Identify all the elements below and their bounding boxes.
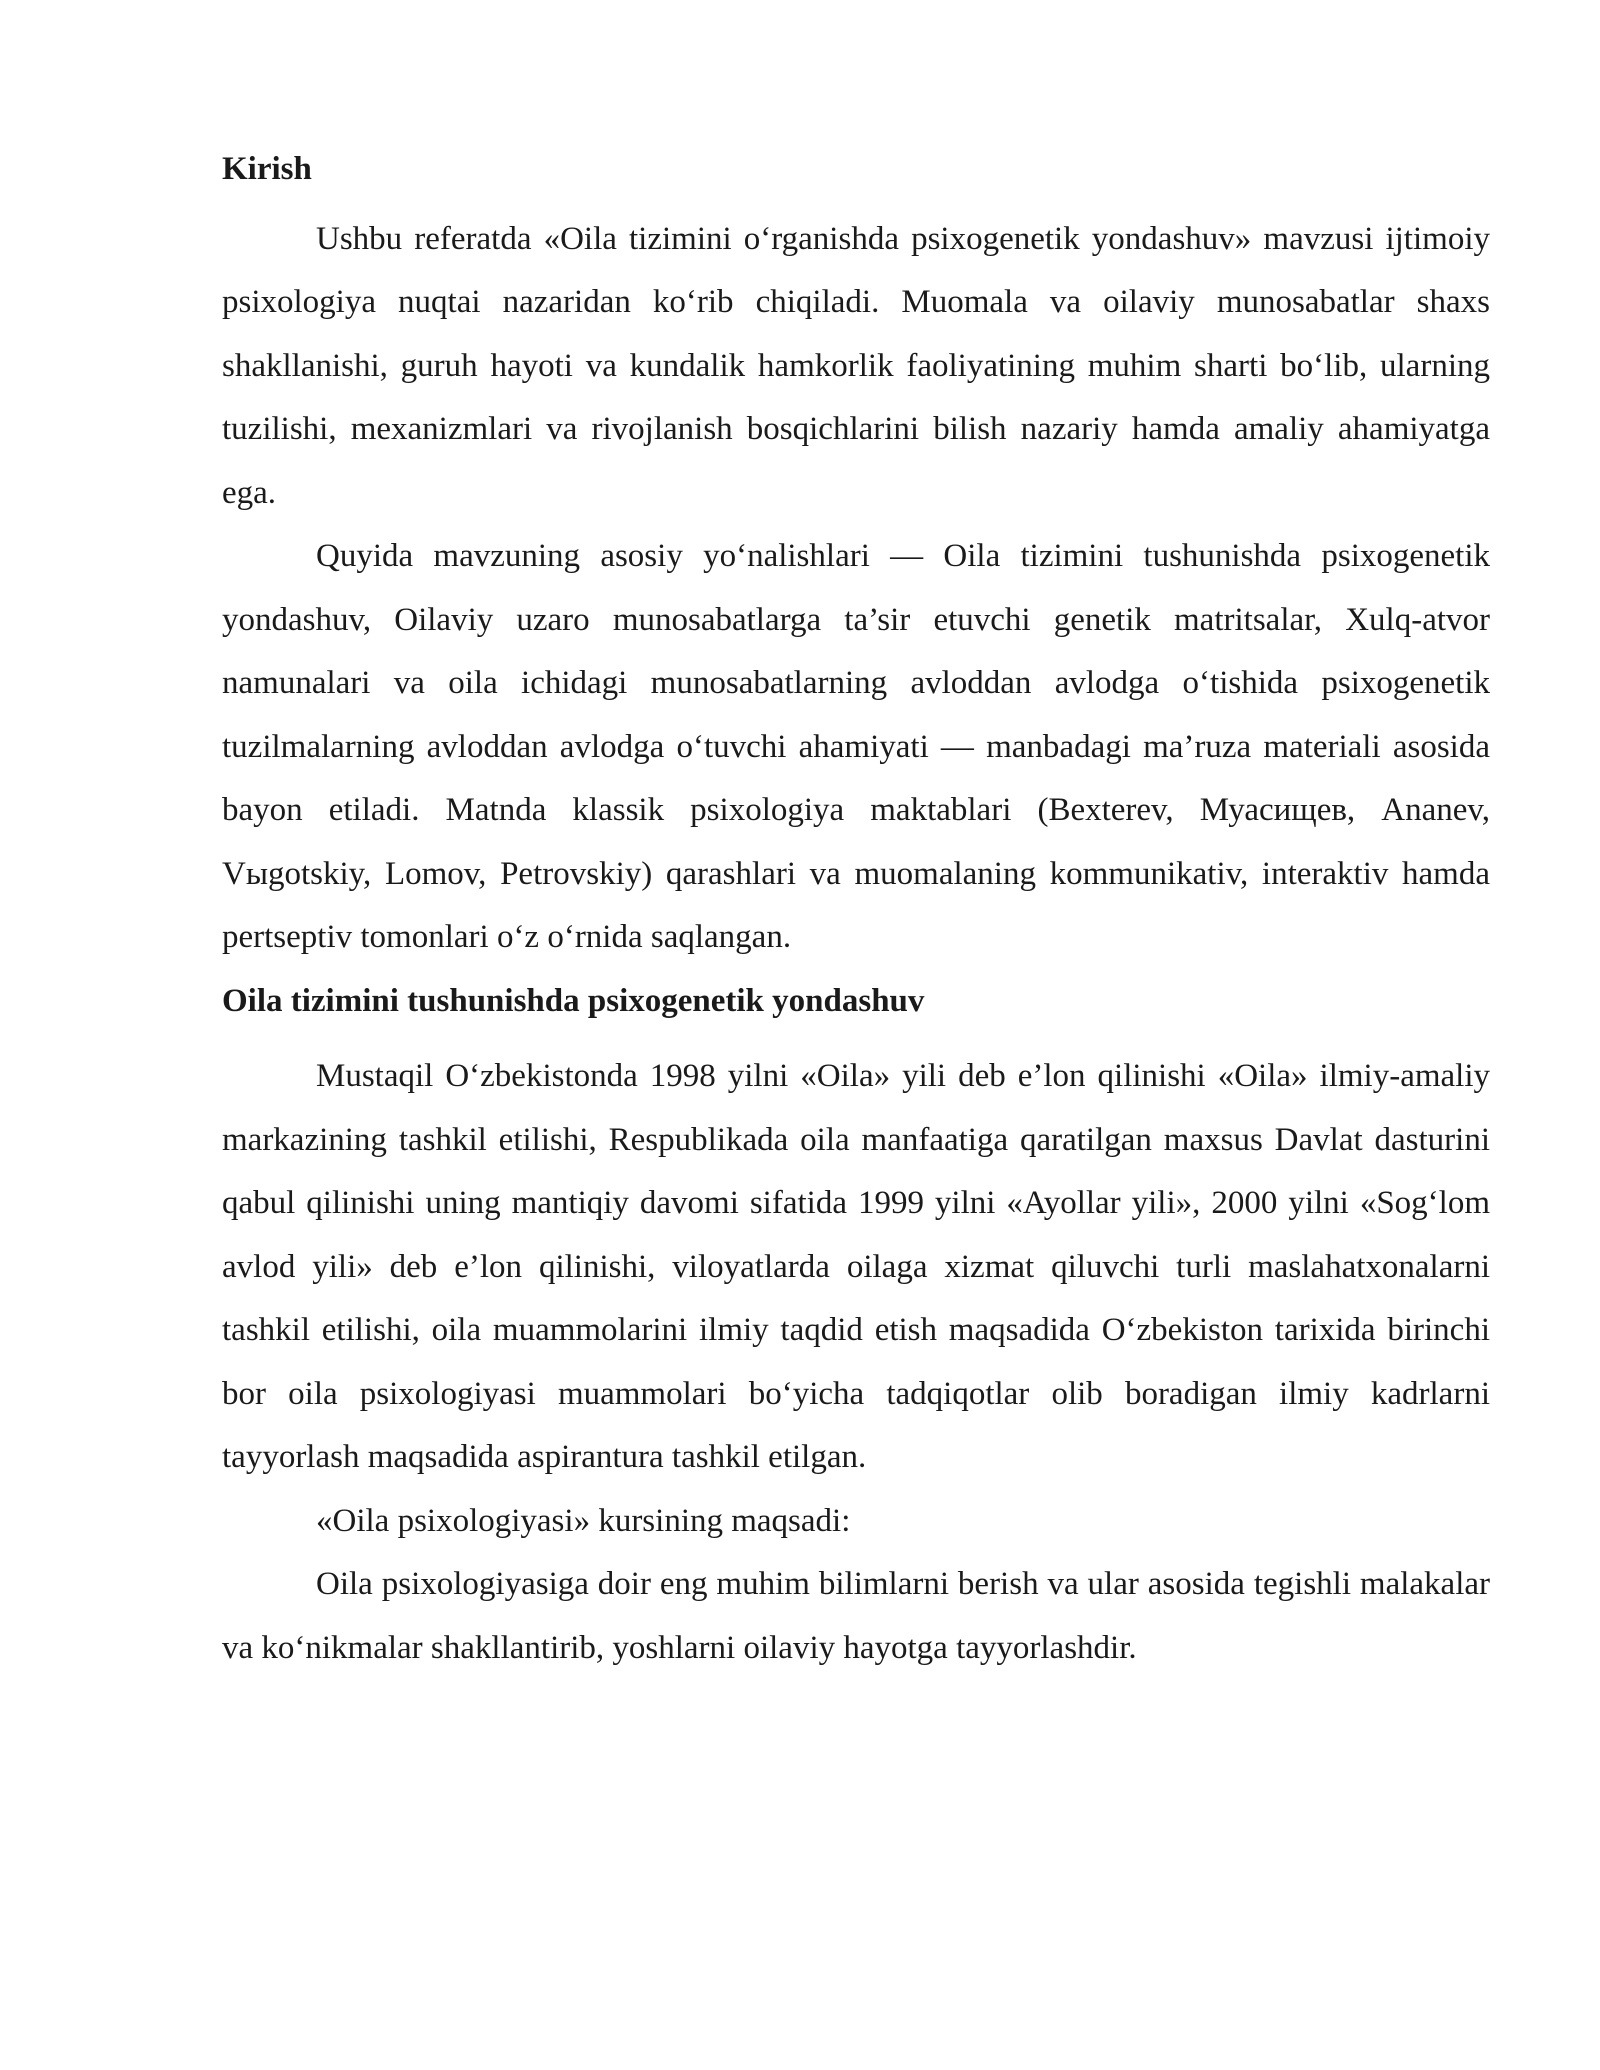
intro-paragraph-1: Ushbu referatda «Oila tizimini oʻrganishda psixogenetik yondashuv» mavzusi ijtimoiy psixologiya nuqtai nazaridan koʻrib chiqiladi. Muomala va oilaviy munosabatlar shaxs shakllanishi, guruh hayoti va kundalik hamkorlik faoliyatining muhim sharti boʻlib, ularning tuzilishi, mexanizmlari va rivojlanish bosqichlarini bilish nazariy hamda amaliy ahamiyatga ega. — [222, 220, 1490, 511]
heading-intro: Kirish — [222, 151, 312, 187]
document-page — [222, 138, 1490, 1680]
intro-paragraph-2: Quyida mavzuning asosiy yoʻnalishlari — Oila tizimini tushunishda psixogenetik yondashuv, Oilaviy uzaro munosabatlarga ta’sir etuvchi genetik matritsalar, Xulq-atvor namunalari va oila ichidagi munosabatlarning avloddan avlodga oʻtishida psixogenetik tuzilmalarning avloddan avlodga oʻtuvchi ahamiyati — manbadagi ma’ruza materiali asosida bayon etiladi. Matnda klassik psixologiya maktablari (Bexterev, Муасищев, Ananev, Vыgotskiy, Lomov, Petrovskiy) qarashlari va muomalaning kommunikativ, interaktiv hamda pertseptiv tomonlari oʻz oʻrnida saqlangan. — [222, 538, 1490, 955]
heading-section: Oila tizimini tushunishda psixogenetik yondashuv — [222, 982, 925, 1019]
section-paragraph-3: Oila psixologiyasiga doir eng muhim bilimlarni berish va ular asosida tegishli malakalar va koʻnikmalar shakllantirib, yoshlarni oilaviy hayotga tayyorlashdir. — [222, 1566, 1490, 1666]
section-paragraph-2: «Oila psixologiyasi» kursining maqsadi: — [316, 1502, 851, 1539]
section-paragraph-1: Mustaqil Oʻzbekistonda 1998 yilni «Oila» yili deb e’lon qilinishi «Oila» ilmiy-amaliy markazining tashkil etilishi, Respublikada oila manfaatiga qaratilgan maxsus Davlat dasturini qabul qilinishi uning mantiqiy davomi sifatida 1999 yilni «Ayollar yili», 2000 yilni «Sogʻlom avlod yili» deb e’lon qilinishi, viloyatlarda oilaga xizmat qiluvchi turli maslahatxonalarni tashkil etilishi, oila muammolarini ilmiy taqdid etish maqsadida Oʻzbekiston tarixida birinchi bor oila psixologiyasi muammolari boʻyicha tadqiqotlar olib boradigan ilmiy kadrlarni tayyorlash maqsadida aspirantura tashkil etilgan. — [222, 1058, 1490, 1475]
